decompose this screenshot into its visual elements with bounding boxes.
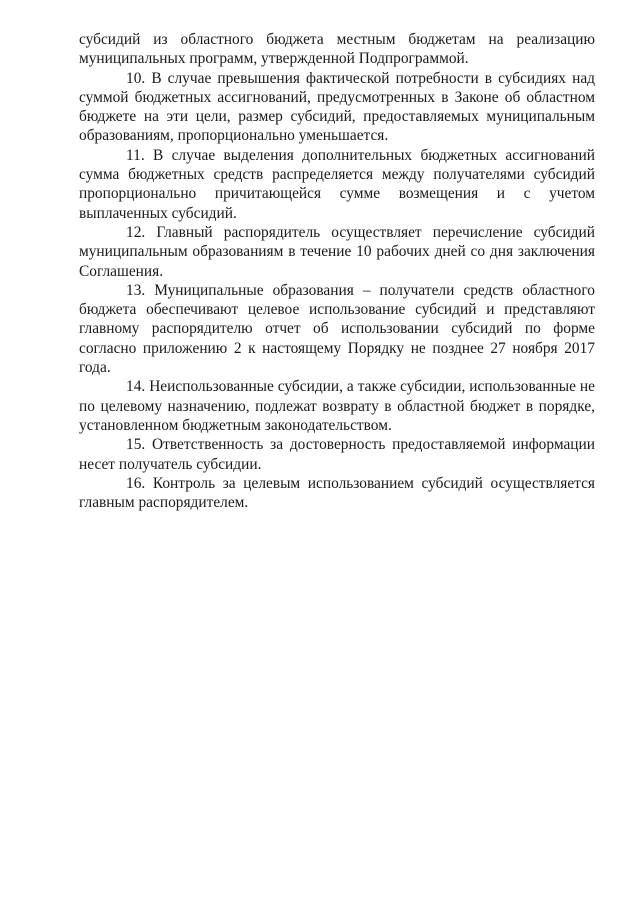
- paragraph-item-16: 16. Контроль за целевым использованием субсидий осуществляется главным распорядителем.: [79, 474, 595, 512]
- paragraph-item-15: 15. Ответственность за достоверность предоставляемой информации несет получатель субсидии.: [79, 436, 595, 473]
- document-page: [79, 30, 595, 512]
- paragraph-item-11: 11. В случае выделения дополнительных бюджетных ассигнований сумма бюджетных средств распределяется между получателями субсидий пропорционально причитающейся сумме возмещения и с учетом выплаченных субсидий.: [79, 146, 595, 222]
- paragraph-item-13: 13. Муниципальные образования – получатели средств областного бюджета обеспечивают целевое использование субсидий и представляют главному распорядителю отчет об использовании субсидий по форме согласно приложению 2 к настоящему Порядку не позднее 27 ноября 2017 года.: [79, 281, 595, 377]
- paragraph-item-14: 14. Неиспользованные субсидии, а также субсидии, использованные не по целевому назначению, подлежат возврату в областной бюджет в порядке, установленном бюджетным законодательством.: [79, 378, 595, 434]
- paragraph-item-10: 10. В случае превышения фактической потребности в субсидиях над суммой бюджетных ассигнований, предусмотренных в Законе об областном бюджете на эти цели, размер субсидий, предоставляемых муниципальным образованиям, пропорционально уменьшается.: [79, 69, 595, 145]
- paragraph-continuation: субсидий из областного бюджета местным бюджетам на реализацию муниципальных программ, утвержденной Подпрограммой.: [79, 31, 595, 68]
- paragraph-item-12: 12. Главный распорядитель осуществляет перечисление субсидий муниципальным образованиям в течение 10 рабочих дней со дня заключения Соглашения.: [79, 223, 595, 280]
